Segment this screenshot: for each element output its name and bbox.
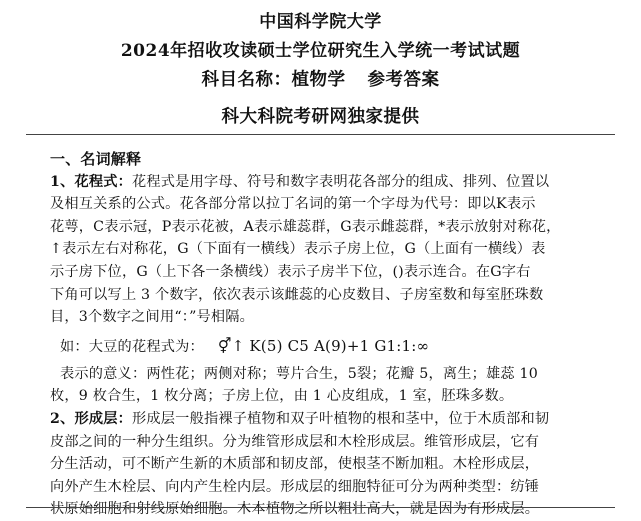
subject-label: 科目名称：植物学 xyxy=(201,70,346,90)
item1-line-0 xyxy=(50,171,610,194)
item2-line-2: 分生活动，可不断产生新的木质部和韧皮部，使根茎不断加粗。木栓形成层， xyxy=(50,456,540,473)
school-title: 中国科学院大学 xyxy=(259,12,382,32)
answer-label: 参考答案 xyxy=(367,70,440,90)
item1-line-5: 下角可以写上 3 个数字，依次表示该雌蕊的心皮数目、子房室数和每室胚珠数 xyxy=(50,286,544,303)
document-body xyxy=(50,148,610,521)
item2-line-4: 状原始细胞和射线原始细胞。木本植物之所以粗壮高大，就是因为有形成层。 xyxy=(50,501,540,518)
item1-line-2: 花萼，C表示冠，P表示花被，A表示雄蕊群，G表示雌蕊群，*表示放射对称花， xyxy=(50,218,561,235)
example-label: 如：大豆的花程式为： xyxy=(60,338,204,355)
exam-title: 2024年招收攻读硕士学位研究生入学统一考试试题 xyxy=(120,41,521,61)
meaning-line-0: 表示的意义：两性花；两侧对称；萼片合生，5裂；花瓣 5，离生；雄蕊 10 xyxy=(60,365,538,382)
item1-text-0: 花程式是用字母、符号和数字表明花各部分的组成、排列、位置以 xyxy=(132,173,550,190)
item1-line-6: 目，3个数字之间用“：”号相隔。 xyxy=(50,309,255,326)
item2-line-0 xyxy=(50,408,610,431)
item2-term: 2、形成层： xyxy=(50,410,133,427)
top-divider xyxy=(26,134,615,135)
flower-formula: ⚥↑ K(5) C5 A(9)+1 G1:1:∞ xyxy=(217,336,430,355)
provider-line: 科大科院考研网独家提供 xyxy=(221,107,420,127)
item2-line-1: 皮部之间的一种分生组织。分为维管形成层和木栓形成层。维管形成层，它有 xyxy=(50,433,540,450)
formula-row xyxy=(50,329,610,363)
meaning-line-1: 枚，9 枚合生，1 枚分离；子房上位，由 1 心皮组成，1 室，胚珠多数。 xyxy=(50,388,514,405)
bottom-divider xyxy=(26,507,615,508)
item2-line-3: 向外产生木栓层、向内产生栓内层。形成层的细胞特征可分为两种类型：纺锤 xyxy=(50,478,540,495)
item1-term: 1、花程式： xyxy=(50,173,133,190)
item2-text-0: 形成层一般指裸子植物和双子叶植物的根和茎中，位于木质部和韧 xyxy=(132,410,550,427)
section-heading: 一、名词解释 xyxy=(50,150,142,168)
subject-line xyxy=(0,66,641,91)
item1-line-3: ↑表示左右对称花，G（下面有一横线）表示子房上位，G（上面有一横线）表 xyxy=(50,241,546,258)
item1-line-1: 及相互关系的公式。花各部分常以拉丁名词的第一个字母为代号：即以K表示 xyxy=(50,196,536,213)
item1-line-4: 示子房下位，G（上下各一条横线）表示子房半下位，()表示连合。在G字右 xyxy=(50,263,531,280)
